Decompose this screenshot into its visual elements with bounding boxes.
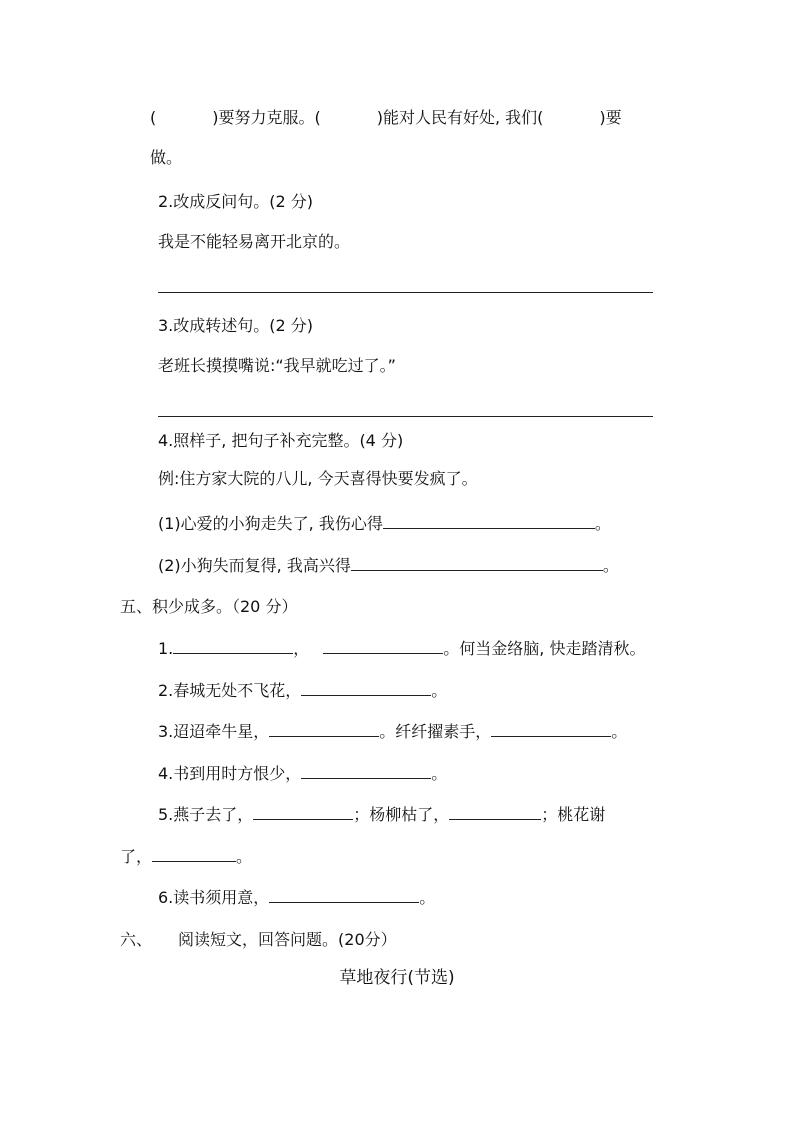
q3-answer-line[interactable] [158, 416, 653, 417]
s5-item-1-blank-b[interactable] [323, 638, 443, 654]
passage-title: 草地夜行(节选) [339, 968, 455, 988]
s5-item-5-cont: 了， 。 [120, 847, 253, 866]
q4-item-1-blank[interactable] [383, 513, 595, 529]
section-5-heading: 五、积少成多。（20 分） [120, 597, 298, 616]
q4-item-2: (2)小狗失而复得, 我高兴得 。 [158, 556, 619, 575]
q4-example: 例:住方家大院的八儿, 今天喜得快要发疯了。 [158, 469, 478, 488]
s5-item-2-blank[interactable] [301, 680, 431, 696]
section-6-heading: 六、 阅读短文，回答问题。(20分） [120, 930, 397, 949]
s5-item-3-blank-b[interactable] [491, 721, 611, 737]
fill-in-sentence: ( )要努力克服。( )能对人民有好处, 我们( )要 [150, 108, 622, 127]
s5-item-5: 5.燕子去了， ；杨柳枯了， ；桃花谢 [158, 805, 606, 824]
q4-title: 4.照样子, 把句子补充完整。(4 分) [158, 431, 404, 450]
q2-title: 2.改成反问句。(2 分) [158, 192, 314, 211]
s5-item-1-blank-a[interactable] [173, 638, 293, 654]
s5-item-2: 2.春城无处不飞花， 。 [158, 681, 448, 700]
s5-item-6-blank[interactable] [269, 887, 419, 903]
s5-item-5-blank-a[interactable] [253, 804, 353, 820]
q2-sentence: 我是不能轻易离开北京的。 [158, 232, 351, 251]
s5-item-3: 3.迢迢牵牛星， 。纤纤擢素手， 。 [158, 722, 628, 741]
s5-item-4-blank[interactable] [301, 763, 431, 779]
s5-item-4: 4.书到用时方恨少， 。 [158, 764, 448, 783]
s5-item-5-blank-c[interactable] [152, 846, 236, 862]
s5-item-6: 6.读书须用意， 。 [158, 888, 436, 907]
s5-item-5-blank-b[interactable] [449, 804, 541, 820]
q3-sentence: 老班长摸摸嘴说:“我早就吃过了。” [158, 356, 396, 375]
s5-item-1: 1. ， 。何当金络脑, 快走踏清秋。 [158, 639, 646, 658]
q4-item-1: (1)心爱的小狗走失了, 我伤心得 。 [158, 514, 611, 533]
s5-item-3-blank-a[interactable] [269, 721, 379, 737]
q2-answer-line[interactable] [158, 292, 653, 293]
q3-title: 3.改成转述句。(2 分) [158, 316, 314, 335]
fill-in-sentence-end: 做。 [150, 148, 183, 167]
q4-item-2-blank[interactable] [351, 555, 603, 571]
